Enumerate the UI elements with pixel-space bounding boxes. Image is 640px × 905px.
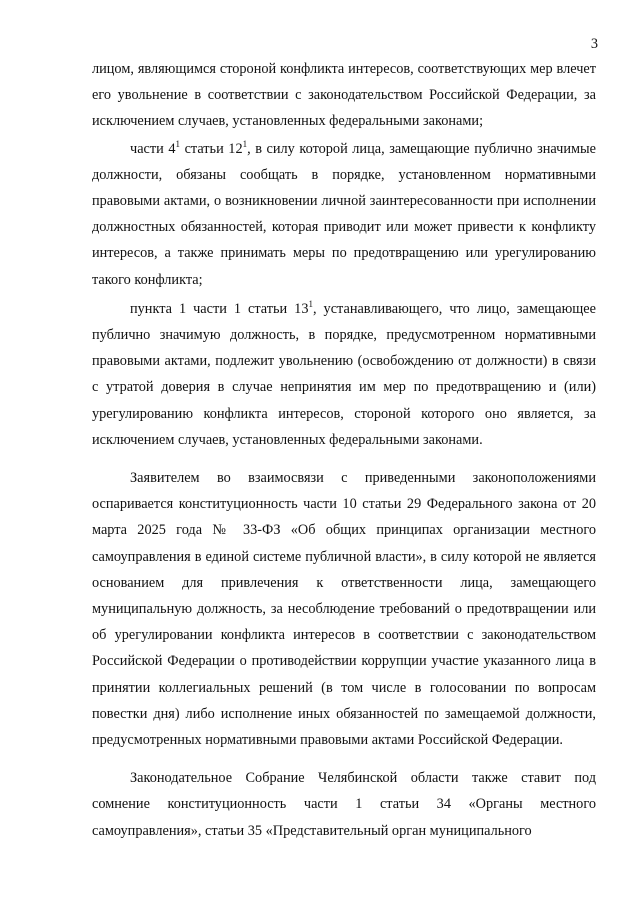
text-segment: части 4 [130,140,176,157]
paragraph-continuation: лицом, являющимся стороной конфликта интересов, соответствующих мер влечет его увольнение в соответствии с законодательством Российской Федерации, за исключением случаев, установленных федеральными законами; [92,61,596,130]
text-segment: пункта 1 части 1 статьи 13 [130,300,309,317]
paragraph-article-13-1 [92,296,596,453]
page-number: 3 [590,36,598,52]
paragraph-legislative-assembly: Законодательное Собрание Челябинской области также ставит под сомнение конституционность части 1 статьи 34 «Органы местного самоуправления», статьи 35 «Представительный орган муниципального [92,770,596,839]
text-segment: , устанавливающего, что лицо, замещающее публично значимую должность, в порядке, предусмотренном нормативными правовыми актами, подлежит увольнению (освобождению от должности) в связи с утратой доверия в случае непринятия им мер по предотвращению и (или) урегулированию конфликта интересов, стороной которого оно является, за исключением случаев, установленных федеральными законами. [92,300,596,448]
superscript: 1 [175,138,180,149]
paragraph-applicant-claim: Заявителем во взаимосвязи с приведенными законоположениями оспаривается конституционность части 10 статьи 29 Федерального закона от 20 марта 2025 года № 33-ФЗ «Об общих принципах организации местного самоуправления в единой системе публичной власти», в силу которой не является основанием для привлечения к ответственности лица, замещающего муниципальную должность, за несоблюдение требований о предотвращении или об урегулировании конфликта интересов в соответствии с законодательством Российской Федерации о противодействии коррупции участие указанного лица в принятии коллегиальных решений (в том числе в голосовании по вопросам повестки дня) либо исполнение иных обязанностей по замещаемой должности, предусмотренных нормативными правовыми актами Российской Федерации. [92,470,596,749]
text-segment: , в силу которой лица, замещающие публично значимые должности, обязаны сообщать в порядке, установленном нормативными правовыми актами, о возникновении личной заинтересованности при исполнении должностных обязанностей, которая приводит или может привести к конфликту интересов, а также принимать меры по предотвращению или урегулированию такого конфликта; [92,140,596,288]
text-segment: статьи 12 [180,140,243,157]
paragraph-article-12-1 [92,136,596,293]
document-body [92,56,596,844]
superscript: 1 [308,299,313,310]
superscript: 1 [242,138,248,149]
